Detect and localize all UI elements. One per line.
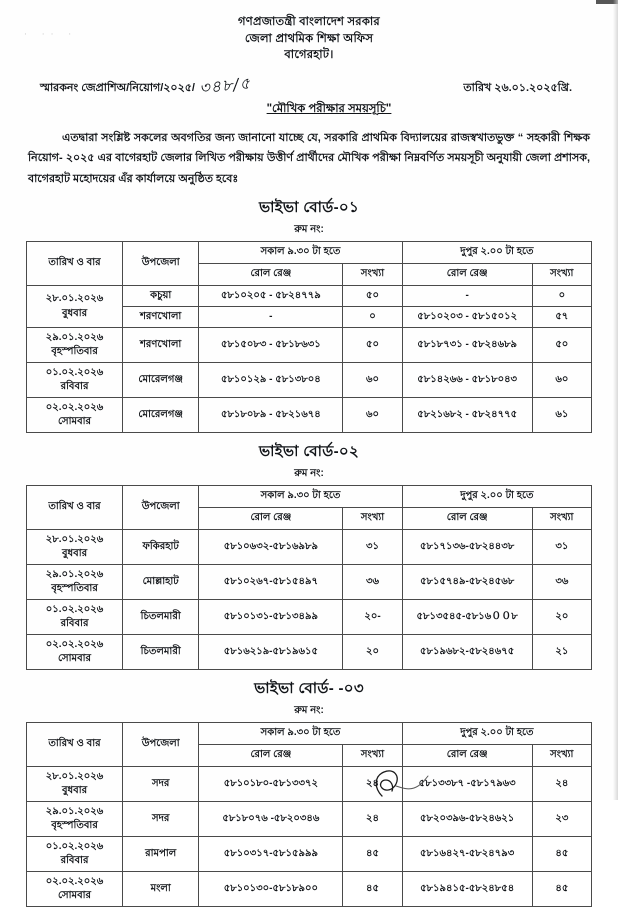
col-header-date: তারিখ ও বার xyxy=(27,242,123,286)
cell-afternoon-roll-range: ৫৮১৬৪২৭-৫৮২৪৭৯৩ xyxy=(402,837,532,872)
cell-date-weekday: রবিবার xyxy=(60,618,89,630)
table-row xyxy=(27,802,592,837)
cell-afternoon-count: ২৩ xyxy=(532,802,591,837)
cell-upazila: মোরেলগঞ্জ xyxy=(123,363,199,398)
cell-morning-count: ৬০ xyxy=(343,363,402,398)
cell-date xyxy=(27,328,123,363)
cell-date-day: ২৮.০১.২০২৬ xyxy=(45,533,104,545)
col-header-date: তারিখ ও বার xyxy=(27,486,123,530)
boards-container xyxy=(26,196,592,907)
cell-date-weekday: বুধবার xyxy=(61,785,88,797)
cell-afternoon-roll-range: ৫৮১৭১৩৬-৫৮২৪৪৩৮ xyxy=(402,530,532,565)
schedule-table xyxy=(26,485,592,670)
room-number-label: রুম নং: xyxy=(294,468,324,480)
cell-date xyxy=(27,635,123,670)
cell-date-day: ০১.০২.২০২৬ xyxy=(45,603,104,615)
memo-date: তারিখ ২৬.০১.২০২৫খ্রি. xyxy=(463,82,572,95)
cell-date xyxy=(27,872,123,907)
board-title: ভাইভা বোর্ড-০১ xyxy=(258,199,360,217)
scan-artifact-right xyxy=(613,0,618,800)
cell-morning-count: ৪৫ xyxy=(343,872,402,907)
cell-morning-count: ৩১ xyxy=(343,530,402,565)
col-header-morning-session: সকাল ৯.৩০ টা হতে xyxy=(199,723,402,745)
cell-date-weekday: বুধবার xyxy=(61,548,88,560)
cell-date-day: ০২.০২.২০২৬ xyxy=(45,401,104,413)
col-header-morning-session: সকাল ৯.৩০ টা হতে xyxy=(199,486,402,508)
cell-date xyxy=(27,802,123,837)
org-name-line3: বাগেরহাট। xyxy=(284,49,334,62)
cell-afternoon-roll-range: ৫৮১৯৬৮২-৫৮২৪৬৭৫ xyxy=(402,635,532,670)
cell-afternoon-count: ৩১ xyxy=(532,530,591,565)
table-row xyxy=(27,398,592,433)
table-header-row xyxy=(27,242,592,264)
cell-afternoon-roll-range: - xyxy=(402,286,532,307)
cell-date xyxy=(27,767,123,802)
col-header-afternoon-session: দুপুর ২.০০ টা হতে xyxy=(402,723,591,745)
cell-upazila: চিতলমারী xyxy=(123,635,199,670)
col-header-date: তারিখ ও বার xyxy=(27,723,123,767)
memo-number-handwritten: ৩৪৮/৫ xyxy=(198,73,252,98)
col-header-morning-roll-range: রোল রেঞ্জ xyxy=(199,745,343,767)
cell-upazila: চিতলমারী xyxy=(123,600,199,635)
cell-afternoon-roll-range: ৫৮১৫৭৪৯-৫৮২৪৫৬৮ xyxy=(402,565,532,600)
cell-morning-count: ৬০ xyxy=(343,398,402,433)
col-header-morning-roll-range: রোল রেঞ্জ xyxy=(199,508,343,530)
table-row xyxy=(27,837,592,872)
room-number-label: রুম নং: xyxy=(294,705,324,717)
cell-morning-count: ০ xyxy=(343,307,402,328)
cell-date xyxy=(27,837,123,872)
cell-morning-count: ৫০ xyxy=(343,328,402,363)
cell-upazila: সদর xyxy=(123,767,199,802)
cell-date-day: ২৯.০১.২০২৬ xyxy=(45,805,104,817)
memo-number xyxy=(40,71,251,98)
cell-date-weekday: রবিবার xyxy=(60,855,89,867)
cell-afternoon-roll-range: ৫৮১০২০৩ - ৫৮১৫০১২ xyxy=(402,307,532,328)
cell-afternoon-count: ৫৭ xyxy=(532,307,591,328)
table-header-row xyxy=(27,486,592,508)
cell-morning-count: ৫০ xyxy=(343,286,402,307)
table-row xyxy=(27,530,592,565)
col-header-afternoon-session: দুপুর ২.০০ টা হতে xyxy=(402,486,591,508)
cell-date-weekday: সোমবার xyxy=(57,653,92,665)
table-row xyxy=(27,565,592,600)
cell-upazila: কচুয়া xyxy=(123,286,199,307)
col-header-morning-count: সংখ্যা xyxy=(343,508,402,530)
cell-afternoon-count: ২৪ xyxy=(532,767,591,802)
cell-upazila: শরণখোলা xyxy=(123,328,199,363)
cell-morning-roll-range: ৫৮১৬২১৯-৫৮১৯৬১৫ xyxy=(199,635,343,670)
table-row xyxy=(27,286,592,307)
cell-upazila: মংলা xyxy=(123,872,199,907)
cell-date-day: ০১.০২.২০২৬ xyxy=(45,840,104,852)
cell-afternoon-roll-range: ৫৮১৩৫৪৫-৫৮১৬００৮ xyxy=(402,600,532,635)
cell-morning-roll-range: ৫৮১০১২৯ - ৫৮১৩৮০৪ xyxy=(199,363,343,398)
cell-morning-roll-range: - xyxy=(199,307,343,328)
page-title: "মৌখিক পরীক্ষার সময়সূচি" xyxy=(266,103,392,116)
table-row xyxy=(27,600,592,635)
cell-morning-roll-range: ৫৮১০৬৩২-৫৮১৬৯৮৯ xyxy=(199,530,343,565)
table-row xyxy=(27,872,592,907)
cell-date-day: ০১.০২.২০২৬ xyxy=(45,366,104,378)
cell-morning-roll-range: ৫৮১০১৮০-৫৮১৩৩৭২ xyxy=(199,767,343,802)
schedule-table xyxy=(26,722,592,907)
org-name-line1: গণপ্রজাতন্ত্রী বাংলাদেশ সরকার xyxy=(238,16,380,28)
cell-date-weekday: রবিবার xyxy=(60,381,89,393)
cell-upazila: শরণখোলা xyxy=(123,307,199,328)
cell-date xyxy=(27,286,123,328)
table-row xyxy=(27,328,592,363)
cell-afternoon-count: ২১ xyxy=(532,635,591,670)
org-name-line2: জেলা প্রাথমিক শিক্ষা অফিস xyxy=(244,32,374,45)
cell-afternoon-roll-range: ৫৮১৯৪১৫-৫৮২৪৮৫৪ xyxy=(402,872,532,907)
cell-date-day: ০২.০২.২০২৬ xyxy=(45,638,104,650)
cell-afternoon-count: ২০ xyxy=(532,600,591,635)
cell-morning-roll-range: ৫৮১৮০৮৯ - ৫৮২১৬৭৪ xyxy=(199,398,343,433)
cell-date-weekday: বৃহস্পতিবার xyxy=(51,820,98,832)
cell-date-day: ২৮.০১.২০২৬ xyxy=(45,770,104,782)
cell-afternoon-count: ৬১ xyxy=(532,398,591,433)
cell-morning-count: ৪৫ xyxy=(343,837,402,872)
cell-date xyxy=(27,363,123,398)
col-header-upazila: উপজেলা xyxy=(123,486,199,530)
cell-date xyxy=(27,565,123,600)
cell-afternoon-roll-range: ৫৮১৩৩৮৭ -৫৮১৭৯৬৩ xyxy=(402,767,532,802)
cell-date-weekday: বৃহস্পতিবার xyxy=(51,346,98,358)
col-header-morning-count: সংখ্যা xyxy=(343,745,402,767)
cell-afternoon-count: ৪৫ xyxy=(532,837,591,872)
table-row xyxy=(27,767,592,802)
table-row xyxy=(27,635,592,670)
cell-upazila: মোরেলগঞ্জ xyxy=(123,398,199,433)
cell-afternoon-count: ৬০ xyxy=(532,363,591,398)
cell-date-day: ২৯.০১.২০২৬ xyxy=(45,331,104,343)
col-header-afternoon-count: সংখ্যা xyxy=(532,508,591,530)
cell-afternoon-count: ৩৬ xyxy=(532,565,591,600)
col-header-afternoon-session: দুপুর ২.০০ টা হতে xyxy=(402,242,591,264)
cell-afternoon-count: ০ xyxy=(532,286,591,307)
col-header-upazila: উপজেলা xyxy=(123,242,199,286)
col-header-afternoon-roll-range: রোল রেঞ্জ xyxy=(402,745,532,767)
cell-upazila: সদর xyxy=(123,802,199,837)
cell-morning-roll-range: ৫৮১৫০৮৩ - ৫৮১৮৬৩১ xyxy=(199,328,343,363)
cell-date-day: ২৮.০১.২০২৬ xyxy=(45,293,104,305)
cell-morning-roll-range: ৫৮১৮০৭৬ -৫৮২০৩৪৬ xyxy=(199,802,343,837)
cell-morning-count: ২০- xyxy=(343,600,402,635)
board-title: ভাইভা বোর্ড- -০৩ xyxy=(254,680,364,698)
cell-date-weekday: বুধবার xyxy=(61,307,88,319)
cell-date-weekday: সোমবার xyxy=(57,416,92,428)
cell-upazila: রামপাল xyxy=(123,837,199,872)
cell-morning-count: ২০ xyxy=(343,635,402,670)
cell-morning-count: ৩৬ xyxy=(343,565,402,600)
cell-afternoon-roll-range: ৫৮২০৩৯৬-৫৮২৪৬২১ xyxy=(402,802,532,837)
room-number-label: রুম নং: xyxy=(294,224,324,236)
cell-upazila: মোল্লাহাট xyxy=(123,565,199,600)
col-header-afternoon-roll-range: রোল রেঞ্জ xyxy=(402,264,532,286)
table-header-row xyxy=(27,723,592,745)
cell-afternoon-count: ৪৫ xyxy=(532,872,591,907)
col-header-upazila: উপজেলা xyxy=(123,723,199,767)
cell-morning-count: ২৪ xyxy=(343,802,402,837)
cell-morning-roll-range: ৫৮১০১৩০-৫৮১৮৯০০ xyxy=(199,872,343,907)
cell-afternoon-roll-range: ৫৮১৮৭৩১ - ৫৮২৪৬৮৯ xyxy=(402,328,532,363)
cell-date-day: ০২.০২.২০২৬ xyxy=(45,875,104,887)
schedule-table xyxy=(26,241,592,433)
col-header-morning-count: সংখ্যা xyxy=(343,264,402,286)
scan-smudge: · ·· · xyxy=(24,30,78,40)
col-header-afternoon-count: সংখ্যা xyxy=(532,264,591,286)
board-title: ভাইভা বোর্ড-০২ xyxy=(258,443,360,461)
cell-afternoon-roll-range: ৫৮২১৬৮২ - ৫৮২৪৭৭৫ xyxy=(402,398,532,433)
cell-date xyxy=(27,530,123,565)
notice-body-paragraph: এতদ্বারা সংশ্লিষ্ট সকলের অবগতির জন্য জানানো যাচ্ছে যে, সরকারি প্রাথমিক বিদ্যালয়ের রাজস্বখাতভুক্ত “ সহকারী শিক্ষক নিয়োগ- ২০২৫ এর বাগেরহাট জেলার লিখিত পরীক্ষায় উত্তীর্ণ প্রার্থীদের মৌখিক পরীক্ষা নিম্নবর্ণিত সময়সূচী অনুযায়ী জেলা প্রশাসক, বাগেরহাট মহোদয়ের এঁর কার্যালয়ে অনুষ্ঠিত হবেঃ xyxy=(28,132,590,185)
cell-date-weekday: সোমবার xyxy=(57,890,92,902)
memo-number-label: স্মারকনং জেপ্রাশিঅ/নিয়োগ/২০২৫/ xyxy=(40,82,195,95)
cell-morning-roll-range: ৫৮১০১৩১-৫৮১৩৪৯৯ xyxy=(199,600,343,635)
cell-afternoon-count: ৫০ xyxy=(532,328,591,363)
col-header-morning-roll-range: রোল রেঞ্জ xyxy=(199,264,343,286)
cell-date-day: ২৯.০১.২০২৬ xyxy=(45,568,104,580)
cell-date xyxy=(27,600,123,635)
memo-row xyxy=(26,71,592,98)
cell-date xyxy=(27,398,123,433)
table-row xyxy=(27,363,592,398)
cell-morning-roll-range: ৫৮১০২৬৭-৫৮১৫৪৯৭ xyxy=(199,565,343,600)
cell-upazila: ফকিরহাট xyxy=(123,530,199,565)
col-header-afternoon-roll-range: রোল রেঞ্জ xyxy=(402,508,532,530)
cell-morning-count: ২৪ xyxy=(343,767,402,802)
col-header-morning-session: সকাল ৯.৩০ টা হতে xyxy=(199,242,402,264)
cell-date-weekday: বৃহস্পতিবার xyxy=(51,583,98,595)
cell-afternoon-roll-range: ৫৮১৪২৬৬ - ৫৮১৮০৪৩ xyxy=(402,363,532,398)
cell-morning-roll-range: ৫৮১০২০৫ - ৫৮২৪৭৭৯ xyxy=(199,286,343,307)
col-header-afternoon-count: সংখ্যা xyxy=(532,745,591,767)
cell-morning-roll-range: ৫৮১০৩১৭-৫৮১৫৯৯৯ xyxy=(199,837,343,872)
